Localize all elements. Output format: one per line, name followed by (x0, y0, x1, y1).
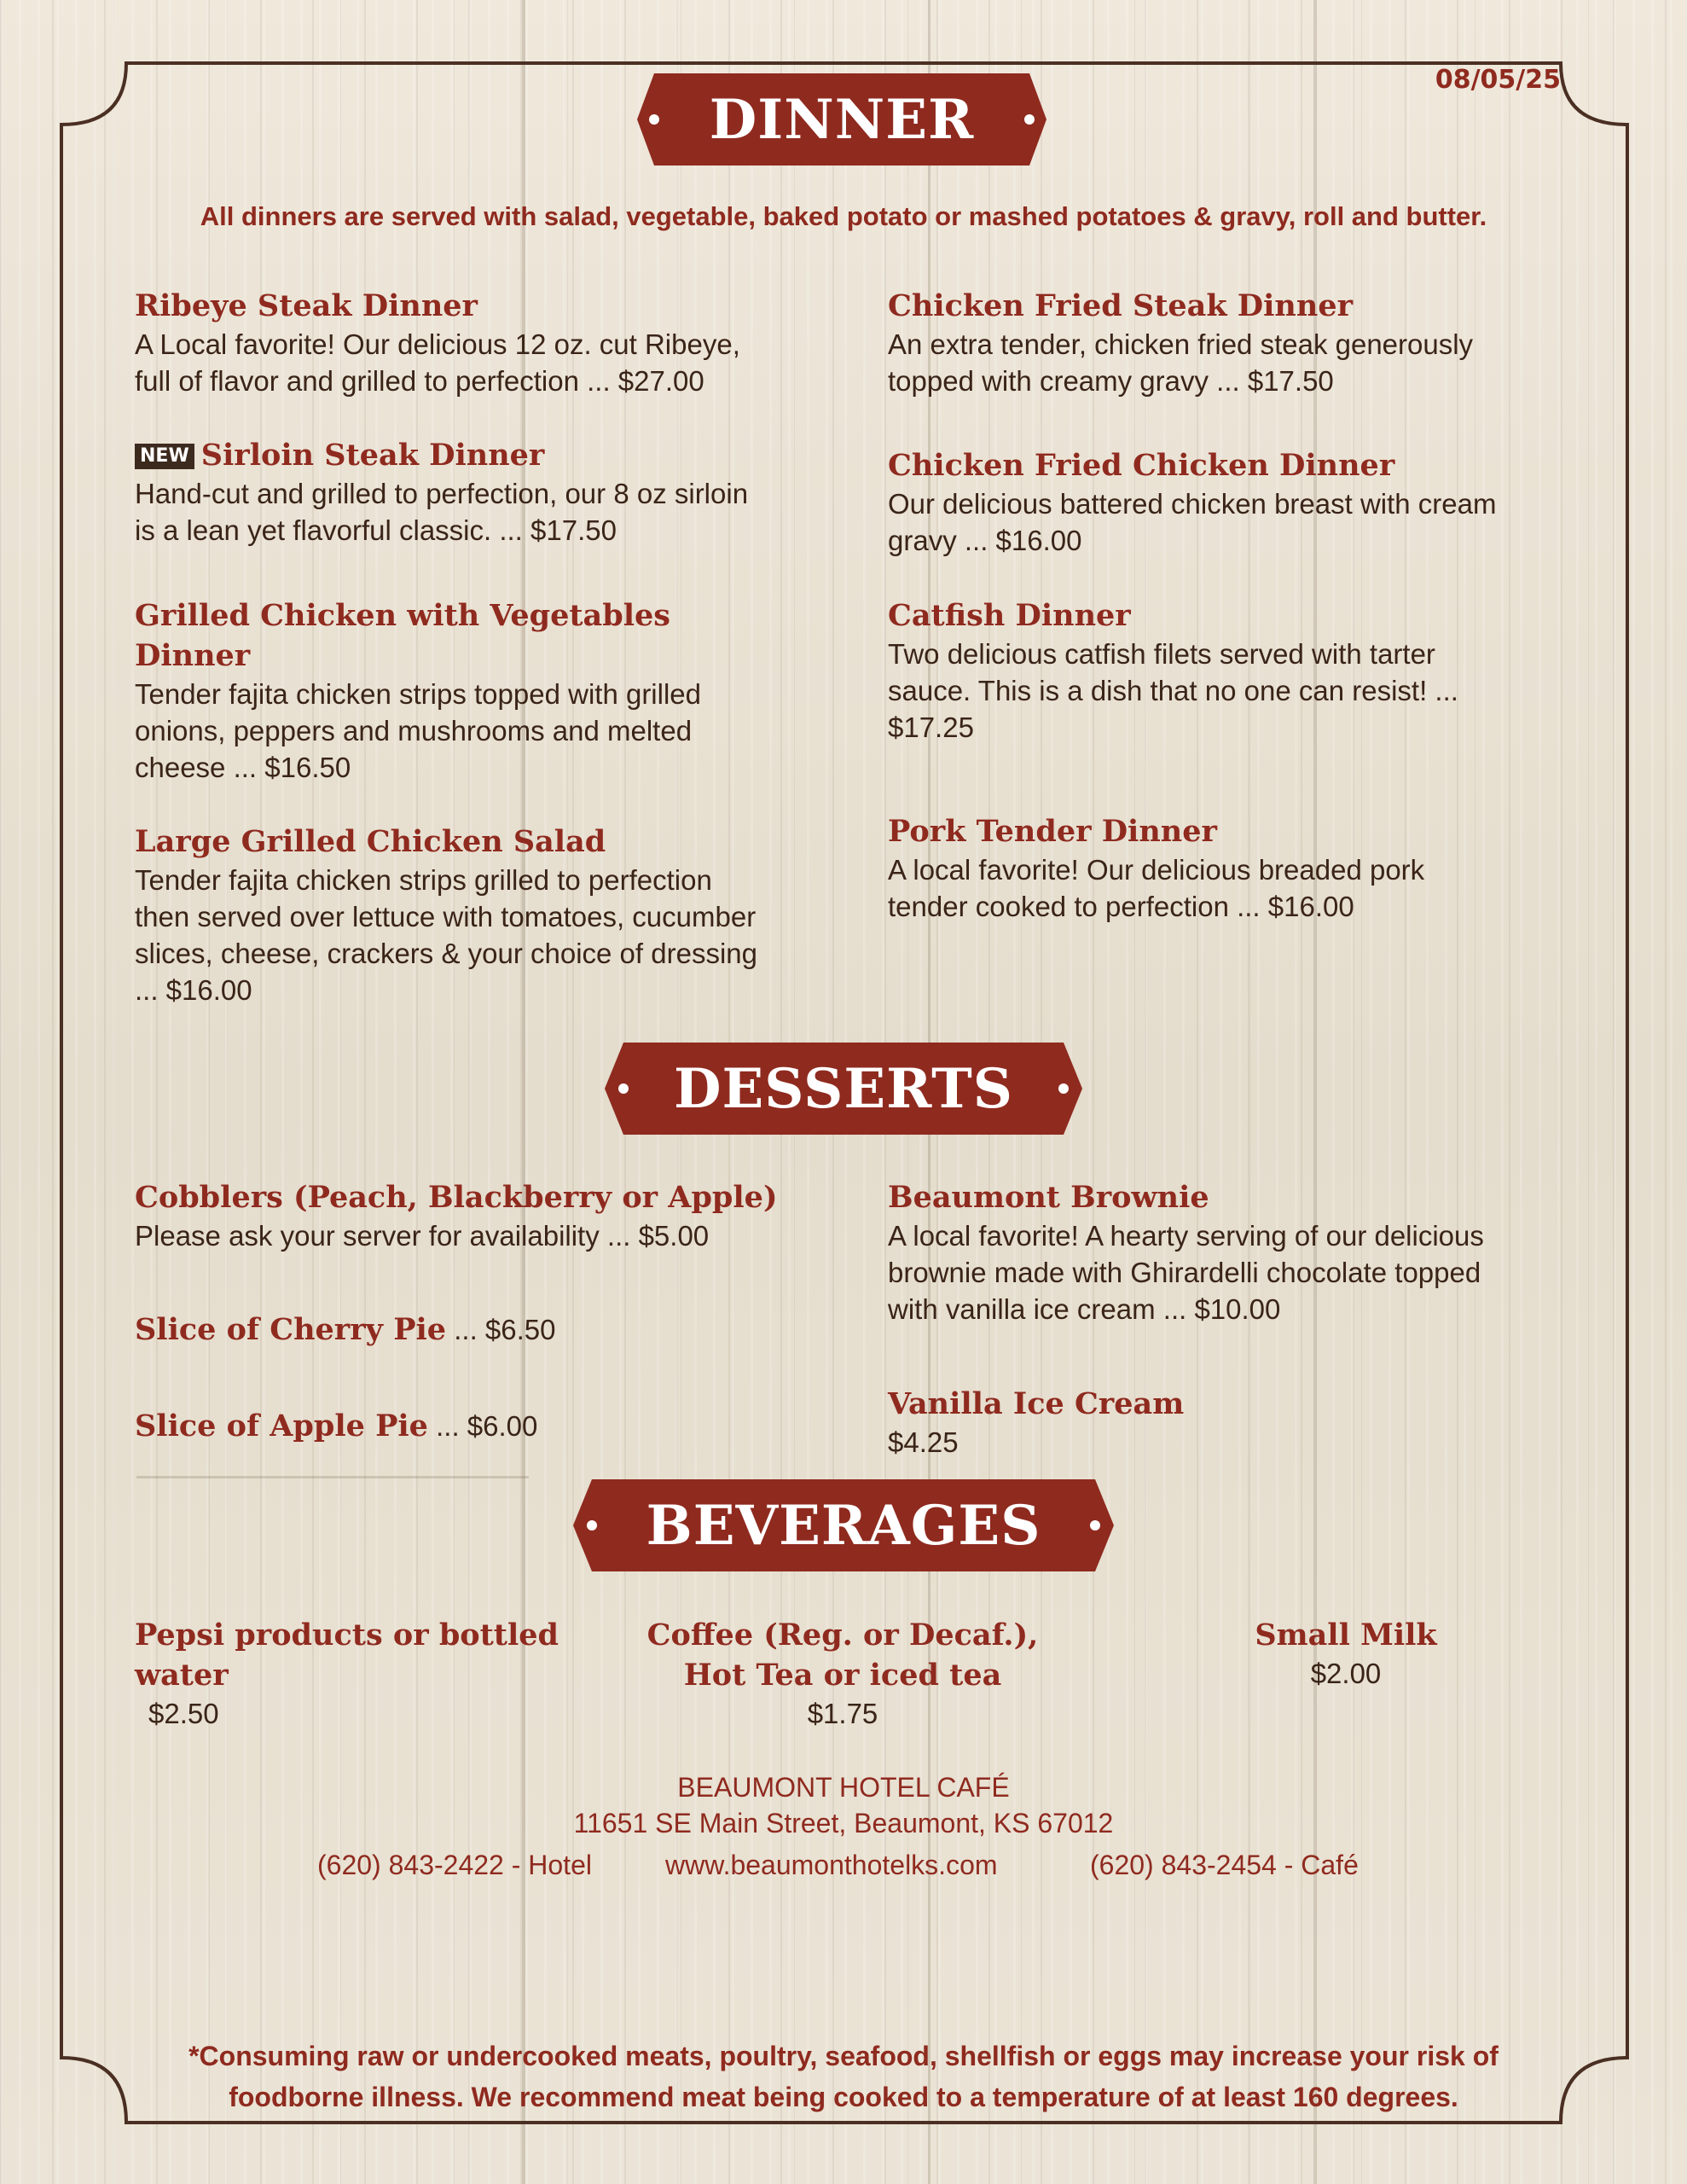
item-name: Ribeye Steak Dinner (135, 288, 478, 323)
item-name: Cobblers (Peach, Blackberry or Apple) (135, 1180, 778, 1215)
new-badge: NEW (135, 444, 194, 469)
section-title-dinner: DINNER (709, 87, 975, 152)
item-description: Please ask your server for availability ... $5.00 (135, 1220, 710, 1252)
item-description: Tender fajita chicken strips grilled to perfection then served over lettuce with tomatoes, cucumber slices, cheese, crackers & your choice of dressing ... $16.00 (135, 864, 757, 1006)
menu-item-chicken-salad (135, 822, 766, 1008)
item-name: Slice of Apple Pie (135, 1409, 428, 1443)
item-price: $1.75 (807, 1698, 878, 1729)
menu-item-chicken-fried-steak (888, 286, 1528, 399)
dinner-intro-note: All dinners are served with salad, vegetable, baked potato or mashed potatoes & gravy, roll and butter. (200, 201, 1487, 231)
item-name: Catfish Dinner (888, 598, 1131, 633)
food-safety-disclaimer: *Consuming raw or undercooked meats, poultry, seafood, shellfish or eggs may increase your risk of foodborne illness. We recommend meat being cooked to a temperature of at least 160 degrees. (188, 2041, 1499, 2112)
item-name: Slice of Cherry Pie (135, 1312, 447, 1347)
menu-item-coffee (621, 1615, 1064, 1732)
item-name: Pepsi products or bottled water (135, 1618, 559, 1693)
cafe-info (171, 1769, 1516, 1841)
item-description: An extra tender, chicken fried steak generously topped with creamy gravy ... $17.50 (888, 328, 1474, 397)
item-description: A local favorite! A hearty serving of our delicious brownie made with Ghirardelli chocolate topped with vanilla ice cream ... $10.00 (888, 1220, 1484, 1325)
item-name: Chicken Fried Chicken Dinner (888, 448, 1395, 483)
menu-item-pepsi (135, 1615, 612, 1732)
menu-item-catfish (888, 595, 1502, 746)
item-name-line2: Hot Tea or iced tea (683, 1658, 1002, 1693)
menu-item-cobblers (135, 1177, 783, 1254)
item-name-row (135, 435, 749, 475)
item-name: Pork Tender Dinner (888, 814, 1217, 849)
item-name-row (135, 1310, 783, 1350)
menu-item-brownie (888, 1177, 1536, 1327)
item-description: A local favorite! Our delicious breaded pork tender cooked to perfection ... $16.00 (888, 854, 1425, 922)
item-price: $2.50 (148, 1698, 219, 1729)
menu-item-chicken-fried-chicken (888, 445, 1536, 559)
item-name: Vanilla Ice Cream (888, 1386, 1185, 1421)
section-banner-desserts (605, 1043, 1082, 1135)
item-price: $2.00 (1310, 1658, 1382, 1689)
menu-item-pork-tender (888, 811, 1502, 925)
item-description: Two delicious catfish filets served with tarter sauce. This is a dish that no one can resist! ... $17.25 (888, 638, 1458, 743)
item-name: Small Milk (1255, 1618, 1437, 1653)
item-description: Hand-cut and grilled to perfection, our 8 oz sirloin is a lean yet flavorful classic. ... $17.50 (135, 478, 749, 546)
menu-date: 08/05/25 (1435, 65, 1561, 95)
item-name-line1: Coffee (Reg. or Decaf.), (646, 1618, 1039, 1653)
section-title-beverages: BEVERAGES (646, 1493, 1041, 1558)
item-price: ... $6.50 (446, 1314, 556, 1345)
item-name-row (135, 1406, 783, 1446)
item-name: Large Grilled Chicken Salad (135, 824, 606, 859)
menu-item-apple-pie (135, 1406, 783, 1446)
item-price: ... $6.00 (427, 1410, 538, 1442)
item-name: Sirloin Steak Dinner (200, 438, 545, 473)
website-link[interactable]: www.beaumonthotelks.com (665, 1850, 998, 1880)
item-name: Chicken Fried Steak Dinner (888, 288, 1354, 323)
menu-item-small-milk (1175, 1615, 1516, 1692)
section-banner-dinner (637, 73, 1046, 166)
section-title-desserts: DESSERTS (674, 1056, 1013, 1121)
menu-item-sirloin (135, 435, 749, 549)
menu-item-cherry-pie (135, 1310, 783, 1350)
cafe-name: BEAUMONT HOTEL CAFÉ (677, 1772, 1010, 1803)
item-description: A Local favorite! Our delicious 12 oz. cut Ribeye, full of flavor and grilled to perfection ... $27.00 (135, 328, 740, 397)
menu-item-grilled-chicken (135, 595, 757, 786)
item-name: Grilled Chicken with Vegetables Dinner (135, 598, 670, 673)
section-banner-beverages (573, 1479, 1114, 1571)
menu-item-ribeye (135, 286, 783, 399)
cafe-phone: (620) 843-2454 - Café (1090, 1850, 1359, 1880)
hotel-phone: (620) 843-2422 - Hotel (317, 1850, 592, 1880)
cafe-address: 11651 SE Main Street, Beaumont, KS 67012 (573, 1808, 1114, 1838)
item-price: $4.25 (888, 1426, 959, 1458)
item-description: Tender fajita chicken strips topped with grilled onions, peppers and mushrooms and melted cheese ... $16.50 (135, 678, 702, 783)
item-name: Beaumont Brownie (888, 1180, 1209, 1215)
item-description: Our delicious battered chicken breast with cream gravy ... $16.00 (888, 488, 1497, 556)
menu-item-vanilla-ice-cream (888, 1384, 1536, 1461)
